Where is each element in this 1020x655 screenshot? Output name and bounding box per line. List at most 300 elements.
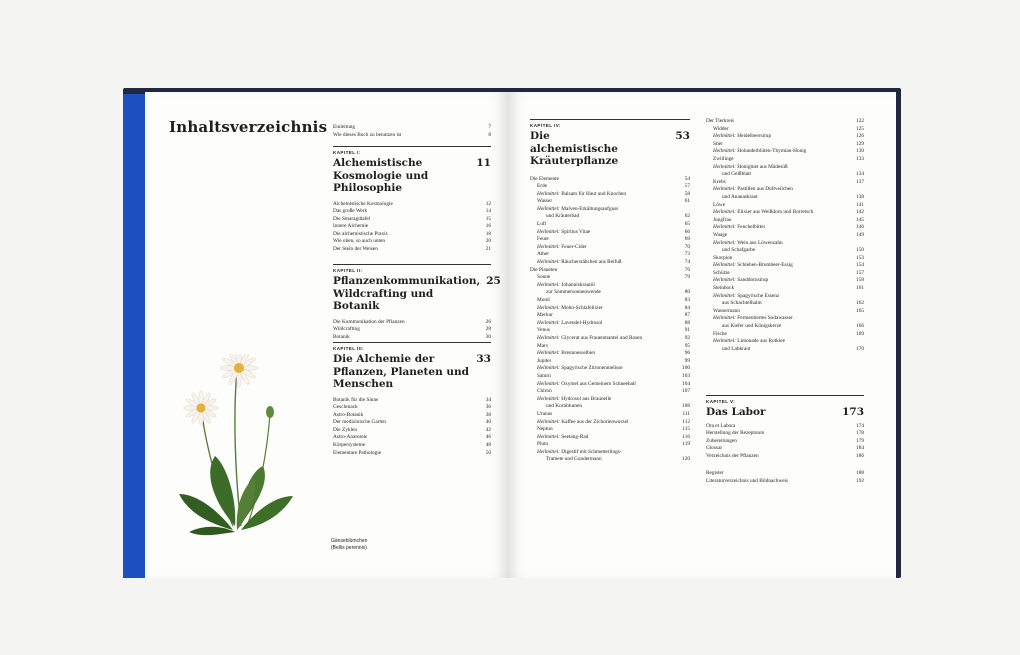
toc-entry	[530, 191, 690, 199]
toc-entry-title: Spagyrische Essenz	[737, 292, 780, 299]
toc-entry	[530, 320, 690, 328]
toc-entry-page: 158	[856, 277, 864, 284]
chapter-page: 11	[476, 157, 491, 169]
toc-entry	[706, 202, 864, 210]
toc-entry-page: 12	[485, 200, 491, 207]
toc-entry-page: 79	[684, 274, 690, 281]
toc-entry	[333, 419, 491, 427]
toc-entry-title: und Kräuterbad	[546, 213, 580, 220]
toc-entry-page: 145	[856, 216, 864, 223]
toc-entry	[706, 277, 864, 285]
toc-entry-page: 142	[856, 209, 864, 216]
back-matter-entries	[706, 470, 864, 485]
toc-entry-title: Merkur	[537, 312, 553, 319]
toc-entry-title: Botanik	[333, 333, 350, 340]
toc-entry-title: Astro-Botanik	[333, 411, 364, 418]
remedy-label: Heilmittel:	[537, 350, 560, 357]
toc-entry-title: Skorpion	[713, 254, 733, 261]
remedy-label: Heilmittel:	[713, 338, 736, 345]
toc-entry-page: 141	[856, 201, 864, 208]
toc-entry	[706, 217, 864, 225]
toc-entry	[333, 434, 491, 442]
toc-entry-title: Wie oben, so auch unten	[333, 238, 386, 245]
toc-entry-title: Die Smaragdtafel	[333, 215, 371, 222]
toc-entry	[530, 198, 690, 206]
toc-entry-title: Fenchelbitter	[737, 224, 766, 231]
toc-entry-title: Waage	[713, 231, 728, 238]
chapter-2-block	[333, 264, 501, 341]
toc-entry	[333, 326, 491, 334]
toc-entry	[333, 216, 491, 224]
toc-entry-title: Uranus	[537, 410, 553, 417]
toc-entry	[530, 373, 690, 381]
toc-entry-title: Elementare Pathologie	[333, 449, 382, 456]
chapter-title: Pflanzenkommunikation, Wildcrafting und Botanik	[333, 275, 481, 312]
remedy-label: Heilmittel:	[537, 190, 560, 197]
toc-entry-title: Luft	[537, 221, 547, 228]
toc-entry-page: 157	[856, 269, 864, 276]
chapter-title: Die alchemistische Kräuterpflanze	[530, 130, 619, 167]
toc-entry-title: Der Stein der Weisen	[333, 246, 378, 253]
toc-entry-page: 170	[856, 345, 864, 352]
toc-entry-title: und Ananaskraut	[722, 193, 758, 200]
chapter-4-block	[530, 119, 690, 464]
toc-entry	[706, 118, 864, 126]
toc-entry	[333, 334, 491, 342]
toc-entry-title: Heidelbeersirup	[737, 133, 772, 140]
cover-blue-edge	[123, 94, 147, 578]
toc-entry	[530, 350, 690, 358]
toc-entry-title: Fische	[713, 330, 727, 337]
chapter-entries	[706, 423, 864, 461]
toc-entry-page: 83	[684, 297, 690, 303]
remedy-label: Heilmittel:	[713, 239, 736, 246]
toc-entry-page: 186	[856, 452, 864, 459]
toc-entry-title: Fermentiertes Sodawasser	[737, 315, 793, 322]
toc-entry-page: 95	[684, 342, 690, 349]
toc-entry-page: 65	[684, 221, 690, 228]
toc-entry	[706, 445, 864, 453]
toc-entry-title: Elixier aus Weißdorn und Borretsch	[737, 209, 814, 216]
toc-entry-page: 92	[684, 334, 690, 341]
toc-entry-title: Pastillen aus Duftveilchen	[737, 186, 793, 193]
toc-entry	[333, 238, 491, 246]
remedy-label: Heilmittel:	[713, 133, 736, 140]
toc-entry-title: Holunderblüten-Thymian-Honig	[737, 148, 807, 155]
remedy-label: Heilmittel:	[537, 448, 560, 455]
toc-entry-title: Brennnesselbier	[561, 350, 596, 357]
toc-entry	[333, 450, 491, 458]
right-page	[508, 92, 896, 578]
toc-entry	[706, 179, 864, 187]
chapter-page: 33	[476, 353, 491, 365]
toc-entry-page: 192	[856, 477, 864, 484]
chapter-entries	[333, 201, 491, 254]
remedy-label: Heilmittel:	[537, 433, 560, 440]
toc-entry-title: Innere Alchemie	[333, 223, 369, 230]
toc-entry	[706, 315, 864, 323]
toc-entry-page: 137	[856, 178, 864, 185]
toc-entry	[530, 244, 690, 252]
toc-entry-page: 165	[856, 307, 864, 314]
toc-entry-title: Digestif mit Schmetterlings-	[561, 448, 622, 455]
toc-entry-title: Literaturverzeichnis und Bildnachweis	[706, 477, 789, 484]
toc-entry-title: Herstellung der Rezepturen	[706, 430, 765, 437]
chapter-title: Das Labor	[706, 406, 766, 418]
toc-entry-title: Sonne	[537, 274, 551, 281]
toc-entry	[706, 346, 864, 354]
toc-entry-page: 54	[684, 175, 690, 182]
remedy-label: Heilmittel:	[537, 304, 560, 311]
remedy-label: Heilmittel:	[713, 277, 736, 284]
toc-entry-title: und Schafgarbe	[722, 247, 756, 254]
toc-entry-title: Alchemistische Kosmologie	[333, 200, 393, 207]
toc-entry	[530, 213, 690, 221]
toc-entry	[706, 430, 864, 438]
toc-entry-title: Glycerat aus Frauenmantel und Rosen	[561, 334, 643, 341]
remedy-label: Heilmittel:	[537, 243, 560, 250]
toc-entry	[530, 411, 690, 419]
toc-entry	[333, 246, 491, 254]
toc-entry	[530, 282, 690, 290]
toc-entry-title: Mond	[537, 297, 550, 303]
chapter-title: Alchemistische Kosmologie und Philosophie	[333, 157, 429, 194]
toc-entry	[706, 438, 864, 446]
toc-entry-page: 122	[856, 118, 864, 124]
chapter-label: KAPITEL I:	[333, 150, 361, 155]
toc-entry	[706, 262, 864, 270]
toc-entry	[706, 331, 864, 339]
toc-entry	[706, 194, 864, 202]
toc-entry	[530, 267, 690, 275]
toc-entry-page: 169	[856, 330, 864, 337]
toc-entry-title: Verzeichnis der Pflanzen	[706, 452, 759, 459]
toc-entry-page: 15	[485, 215, 491, 222]
toc-entry-page: 14	[485, 208, 491, 215]
caption-latin: (Bellis perennis)	[331, 545, 367, 551]
toc-entry-page: 42	[485, 426, 491, 433]
toc-entry-page: 48	[485, 442, 491, 449]
toc-entry-page: 161	[856, 285, 864, 292]
toc-entry-title: Wassermann	[713, 307, 740, 314]
chapter-page: 53	[675, 130, 690, 142]
toc-entry	[530, 297, 690, 305]
toc-entry	[706, 126, 864, 134]
toc-entry	[530, 305, 690, 313]
toc-entry-page: 76	[684, 266, 690, 273]
remedy-label: Heilmittel:	[537, 418, 560, 425]
toc-entry-page: 119	[682, 441, 690, 448]
toc-entry-title: Wein aus Löwenzahn	[737, 239, 783, 246]
chapter-entries	[333, 319, 491, 342]
toc-entry-title: und Labkraut	[722, 345, 751, 352]
toc-entry-page: 26	[485, 318, 491, 325]
toc-entry	[530, 441, 690, 449]
toc-entry	[333, 223, 491, 231]
remedy-label: Heilmittel:	[537, 281, 560, 288]
toc-entry-page: 88	[684, 319, 690, 326]
toc-entry-title: Zwillinge	[713, 155, 734, 162]
toc-entry-page: 74	[684, 259, 690, 266]
toc-entry-page: 166	[856, 323, 864, 330]
open-book	[123, 88, 901, 580]
toc-entry	[530, 388, 690, 396]
toc-entry	[530, 327, 690, 335]
toc-entry-page: 80	[684, 289, 690, 296]
daisy-illustration	[175, 354, 305, 544]
toc-entry-title: und Geißblatt	[722, 171, 751, 178]
toc-entry-page: 115	[682, 426, 690, 433]
toc-entry	[530, 449, 690, 457]
toc-entry-page: 38	[485, 411, 491, 418]
toc-entry	[530, 183, 690, 191]
toc-entry	[530, 403, 690, 411]
toc-entry-page: 20	[485, 238, 491, 245]
toc-entry-title: Schlehen-Brombeer-Essig	[737, 262, 793, 269]
toc-entry-page: 84	[684, 304, 690, 311]
toc-entry-page: 16	[485, 223, 491, 230]
remedy-label: Heilmittel:	[537, 395, 560, 402]
toc-entry	[530, 426, 690, 434]
toc-entry-title: Tramete und Gundermann	[546, 456, 602, 463]
toc-entry	[706, 164, 864, 172]
toc-entry	[530, 396, 690, 404]
toc-entry	[333, 397, 491, 405]
intro-entries	[333, 124, 491, 139]
toc-entry-title: Mars	[537, 342, 548, 349]
toc-entry-title: Venus	[537, 327, 550, 334]
toc-entry-page: 133	[856, 155, 864, 162]
toc-entry	[530, 343, 690, 351]
toc-entry-title: Astro-Anatomie	[333, 434, 368, 441]
toc-entry-page: 28	[485, 326, 491, 333]
toc-entry-page: 150	[856, 247, 864, 254]
toc-entry-title: Limonade aus Rotklee	[737, 338, 785, 345]
remedy-label: Heilmittel:	[713, 163, 736, 170]
toc-entry	[706, 300, 864, 308]
toc-entry-title: Steinbock	[713, 285, 735, 292]
chapter-label: KAPITEL III:	[333, 346, 365, 351]
toc-entry-page: 179	[856, 437, 864, 444]
toc-entry-title: zur Sommersonnenwende	[546, 289, 601, 296]
toc-entry	[706, 470, 864, 478]
toc-entry-title: Spiritus Vitae	[561, 228, 591, 235]
toc-entry-page: 188	[856, 470, 864, 476]
toc-entry-title: Kaffee aus der Zichorienwurzel	[561, 418, 629, 425]
toc-entry	[706, 133, 864, 141]
toc-entry-page: 66	[684, 228, 690, 235]
toc-entry-page: 87	[684, 312, 690, 319]
toc-entry	[333, 442, 491, 450]
toc-entry-title: Johanniskrautöl	[561, 281, 595, 288]
remedy-label: Heilmittel:	[537, 334, 560, 341]
toc-entry	[706, 141, 864, 149]
toc-entry-title: Die Zyklen	[333, 426, 357, 433]
toc-entry-title: Der medizinische Garten	[333, 419, 386, 426]
toc-entry-page: 149	[856, 231, 864, 238]
toc-entry-page: 46	[485, 434, 491, 441]
toc-entry	[333, 231, 491, 239]
toc-entry-page: 111	[682, 410, 690, 417]
toc-entry-title: und Kornblumen	[546, 403, 583, 410]
remedy-label: Heilmittel:	[537, 365, 560, 372]
toc-entry	[530, 434, 690, 442]
toc-entry-page: 178	[856, 430, 864, 437]
toc-entry-page: 100	[682, 365, 690, 372]
toc-entry	[530, 335, 690, 343]
toc-entry-page: 61	[684, 198, 690, 205]
toc-entry-title: Krebs	[713, 178, 726, 185]
toc-entry-title: Widder	[713, 125, 729, 132]
toc-entry-title: Pluto	[537, 441, 549, 448]
toc-entry-title: Mohn-Schlafelixier	[561, 304, 603, 311]
caption-name: Gänseblümchen	[331, 538, 368, 544]
toc-entry	[706, 240, 864, 248]
toc-entry-title: Die Kommunikation der Pflanzen	[333, 318, 405, 325]
remedy-label: Heilmittel:	[713, 292, 736, 299]
illustration-caption	[331, 538, 367, 552]
toc-entry	[333, 319, 491, 327]
zodiac-entries	[706, 118, 864, 353]
toc-entry	[706, 224, 864, 232]
toc-entry-title: Botanik für die Sinne	[333, 396, 379, 403]
remedy-label: Heilmittel:	[713, 315, 736, 322]
toc-entry-page: 103	[682, 372, 690, 379]
toc-entry	[706, 293, 864, 301]
toc-entry-title: Chiron	[537, 388, 552, 395]
toc-entry-page: 70	[684, 243, 690, 250]
toc-entry-page: 153	[856, 254, 864, 261]
remedy-label: Heilmittel:	[537, 380, 560, 387]
page-title: Inhaltsverzeichnis	[169, 118, 328, 136]
toc-entry	[706, 156, 864, 164]
toc-entry	[530, 259, 690, 267]
remedy-label: Heilmittel:	[537, 259, 560, 266]
toc-entry	[530, 365, 690, 373]
toc-entry	[706, 255, 864, 263]
toc-entry-page: 96	[684, 350, 690, 357]
remedy-label: Heilmittel:	[713, 224, 736, 231]
toc-entry	[530, 176, 690, 184]
toc-entry	[706, 338, 864, 346]
toc-entry-title: Jupiter	[537, 357, 552, 364]
toc-entry-page: 91	[684, 327, 690, 334]
chapter-label: KAPITEL IV:	[530, 123, 561, 128]
remedy-label: Heilmittel:	[713, 262, 736, 269]
toc-entry	[706, 247, 864, 255]
toc-entry-title: Die Planeten	[530, 266, 558, 273]
toc-entry: Wie dieses Buch zu benutzen ist 8	[333, 131, 491, 138]
toc-entry-title: Neptun	[537, 426, 553, 433]
toc-entry-title: Oxymel aus Gemeinem Schneeball	[561, 380, 636, 387]
toc-entry	[706, 270, 864, 278]
remedy-label: Heilmittel:	[713, 186, 736, 193]
remedy-label: Heilmittel:	[713, 209, 736, 216]
toc-entry-title: Schütze	[713, 269, 730, 276]
toc-entry-title: Saturn	[537, 372, 551, 379]
toc-entry-page: 36	[485, 404, 491, 411]
toc-entry-page: 73	[684, 251, 690, 258]
toc-entry-page: 112	[682, 418, 690, 425]
toc-entry-page: 184	[856, 445, 864, 452]
toc-entry-title: Räucherstäbchen aus Beifuß	[561, 259, 622, 266]
toc-entry-title: Seetang-Bad	[561, 433, 589, 440]
toc-entry	[530, 358, 690, 366]
toc-entry-page: 104	[682, 380, 690, 387]
toc-entry-page: 125	[856, 125, 864, 132]
chapter-label: KAPITEL V:	[706, 399, 736, 404]
toc-entry-page: 58	[684, 190, 690, 197]
toc-entry-title: Wildcrafting	[333, 326, 360, 333]
toc-entry-title: Balsam für Haut und Knochen	[561, 190, 627, 197]
toc-entry	[706, 453, 864, 461]
toc-entry-page: 126	[856, 133, 864, 140]
toc-entry-page: 116	[682, 433, 690, 440]
toc-entry-page: 162	[856, 300, 864, 307]
toc-entry-title: Register	[706, 470, 724, 476]
toc-entry-page: 99	[684, 357, 690, 364]
toc-entry	[530, 229, 690, 237]
toc-entry	[706, 323, 864, 331]
toc-entry	[530, 289, 690, 297]
toc-entry: Einleitung 7	[333, 124, 491, 130]
toc-entry-title: Äther	[537, 251, 550, 258]
toc-entry	[530, 206, 690, 214]
left-page	[145, 92, 508, 578]
toc-entry	[333, 427, 491, 435]
toc-entry	[333, 404, 491, 412]
toc-entry-title: Geschmack	[333, 404, 358, 411]
toc-entry	[706, 285, 864, 293]
remedy-label: Heilmittel:	[537, 205, 560, 212]
toc-entry	[530, 274, 690, 282]
toc-entry-title: aus Kiefer und Königskerze	[722, 323, 782, 330]
toc-entry-page: 134	[856, 171, 864, 178]
toc-entry-title: Jungfrau	[713, 216, 732, 223]
toc-entry-title: Lavendel-Hydrosol	[561, 319, 603, 326]
toc-entry-title: Zubereitungen	[706, 437, 737, 444]
toc-entry-title: Glossar	[706, 445, 723, 452]
toc-entry	[706, 308, 864, 316]
toc-entry-page: 130	[856, 148, 864, 155]
toc-entry-title: Feuer	[537, 236, 550, 243]
toc-entry-title: Löwe	[713, 201, 726, 208]
toc-entry-page: 57	[684, 183, 690, 190]
toc-entry	[706, 171, 864, 179]
toc-entry-title: Stier	[713, 140, 724, 147]
chapter-entries	[530, 176, 690, 465]
remedy-label: Heilmittel:	[713, 148, 736, 155]
toc-entry	[706, 148, 864, 156]
chapter-5-block	[706, 395, 864, 460]
toc-entry-page: 69	[684, 236, 690, 243]
toc-entry	[333, 412, 491, 420]
toc-entry-title: Hydrosol aus Braunelle	[561, 395, 612, 402]
toc-entry-page: 174	[856, 422, 864, 429]
toc-entry-title: Feuer-Cider	[561, 243, 587, 250]
toc-entry-page: 154	[856, 262, 864, 269]
toc-entry-page: 108	[682, 403, 690, 410]
toc-entry-page: 138	[856, 193, 864, 200]
toc-entry-page: 146	[856, 224, 864, 231]
chapter-page: 25	[486, 275, 501, 287]
chapter-label: KAPITEL II:	[333, 268, 363, 273]
toc-entry-title: Wasser	[537, 198, 553, 205]
toc-entry	[333, 208, 491, 216]
toc-entry-title: Die Elemente	[530, 175, 559, 182]
toc-entry	[530, 456, 690, 464]
toc-entry-page: 50	[485, 449, 491, 456]
